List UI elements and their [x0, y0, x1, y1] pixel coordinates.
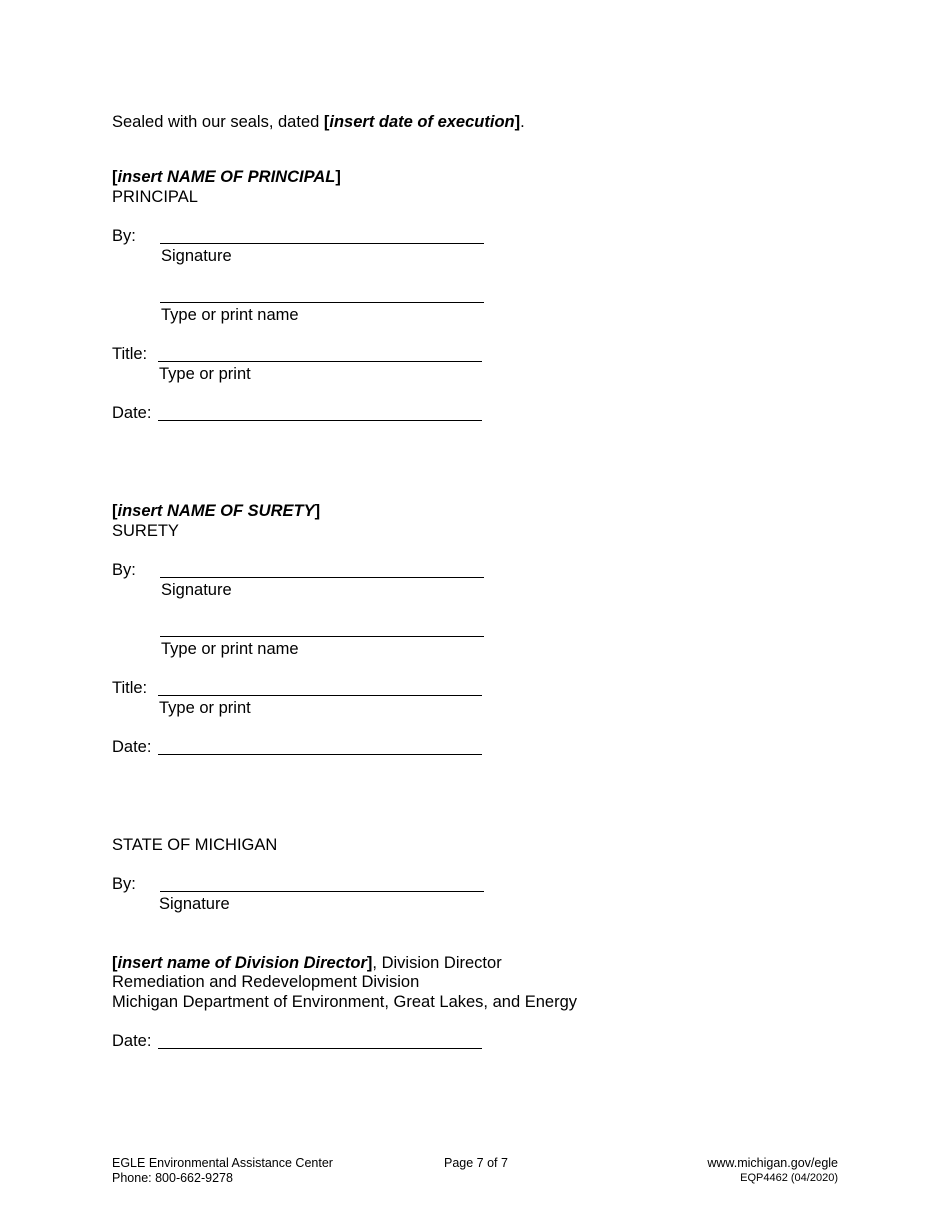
principal-signature-caption: Signature: [161, 247, 232, 265]
surety-title-line[interactable]: [158, 695, 482, 696]
surety-title-label: Title:: [112, 679, 148, 697]
footer-org: EGLE Environmental Assistance Center: [112, 1156, 333, 1170]
footer-page-number: Page 7 of 7: [444, 1156, 508, 1170]
state-by-label: By:: [112, 875, 136, 893]
surety-signature-caption: Signature: [161, 581, 232, 599]
principal-title-caption: Type or print: [159, 365, 251, 383]
principal-name-placeholder: [insert NAME OF PRINCIPAL]: [112, 168, 341, 186]
principal-title-label: Title:: [112, 345, 148, 363]
principal-role: PRINCIPAL: [112, 188, 198, 206]
surety-date-line[interactable]: [158, 754, 482, 755]
principal-by-label: By:: [112, 227, 136, 245]
department-name: Michigan Department of Environment, Great Lakes, and Energy: [112, 993, 577, 1011]
surety-title-caption: Type or print: [159, 699, 251, 717]
surety-print-name-line[interactable]: [160, 636, 484, 637]
state-signature-caption: Signature: [159, 895, 230, 913]
surety-print-name-caption: Type or print name: [161, 640, 299, 658]
footer-form-code: EQP4462 (04/2020): [740, 1172, 838, 1184]
director-line: [insert name of Division Director], Division Director: [112, 954, 502, 972]
surety-signature-line[interactable]: [160, 577, 484, 578]
surety-name-placeholder: [insert NAME OF SURETY]: [112, 502, 321, 520]
footer-phone: Phone: 800-662-9278: [112, 1171, 233, 1185]
state-heading: STATE OF MICHIGAN: [112, 836, 278, 854]
state-signature-line[interactable]: [160, 891, 484, 892]
execution-date-placeholder: insert date of execution: [329, 113, 515, 131]
principal-date-line[interactable]: [158, 420, 482, 421]
principal-signature-line[interactable]: [160, 243, 484, 244]
director-name-placeholder: insert name of Division Director: [117, 954, 367, 972]
surety-date-label: Date:: [112, 738, 152, 756]
sealed-statement: Sealed with our seals, dated [insert date of execution].: [112, 113, 525, 131]
principal-date-label: Date:: [112, 404, 152, 422]
surety-role: SURETY: [112, 522, 179, 540]
footer-website[interactable]: www.michigan.gov/egle: [707, 1156, 838, 1170]
principal-title-line[interactable]: [158, 361, 482, 362]
state-date-line[interactable]: [158, 1048, 482, 1049]
principal-print-name-caption: Type or print name: [161, 306, 299, 324]
surety-by-label: By:: [112, 561, 136, 579]
principal-print-name-line[interactable]: [160, 302, 484, 303]
state-date-label: Date:: [112, 1032, 152, 1050]
division-name: Remediation and Redevelopment Division: [112, 973, 420, 991]
